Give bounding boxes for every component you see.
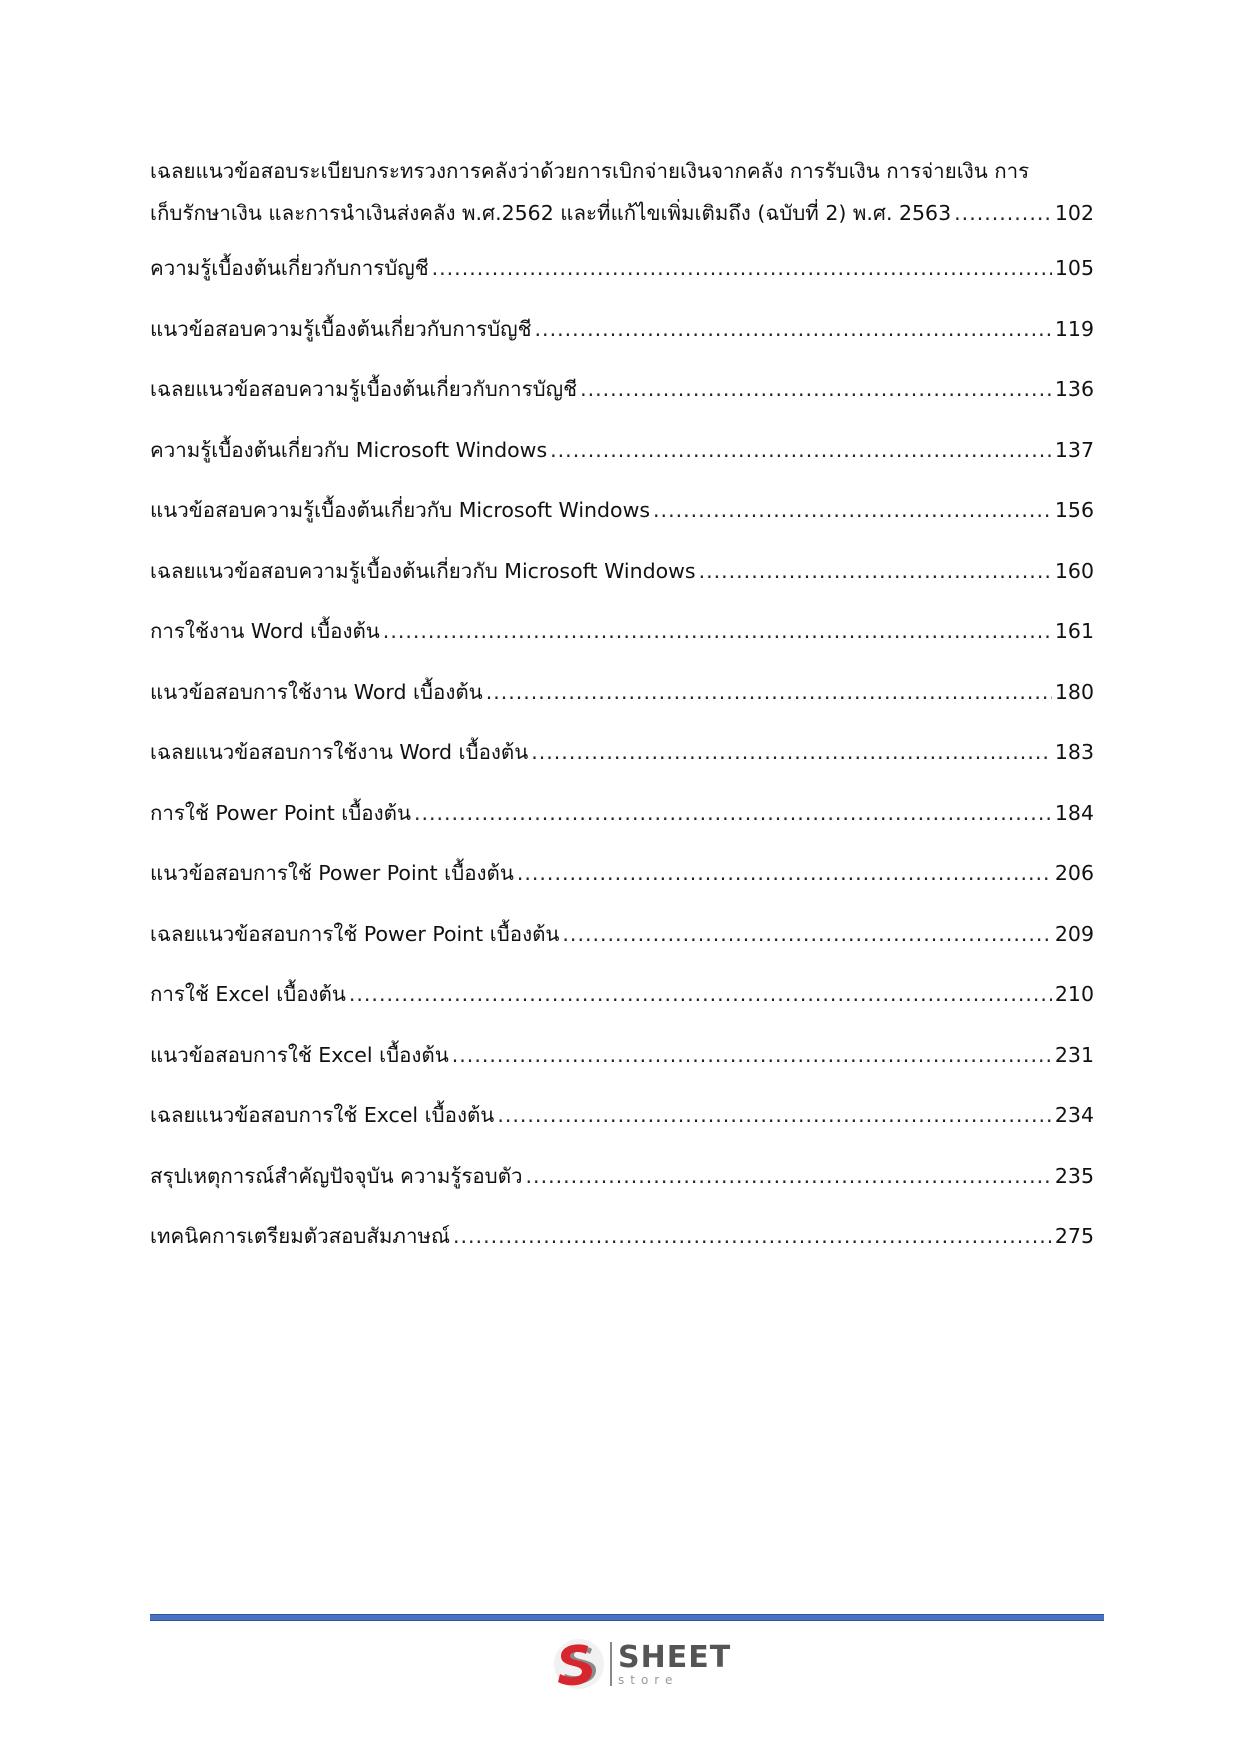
toc-entry-title: เฉลยแนวข้อสอบการใช้ Excel เบื้องต้น	[150, 1103, 495, 1127]
toc-page-number: 275	[1054, 1224, 1094, 1248]
toc-entry-title: แนวข้อสอบการใช้ Excel เบื้องต้น	[150, 1042, 449, 1067]
toc-entry-title: ความรู้เบื้องต้นเกี่ยวกับการบัญชี	[150, 256, 429, 280]
toc-leader-dots	[452, 1034, 1052, 1076]
sheet-store-s-icon	[552, 1637, 606, 1691]
toc-entry	[150, 550, 1094, 592]
toc-page-number: 209	[1054, 921, 1094, 946]
logo-divider	[610, 1642, 612, 1686]
toc-leader-dots	[383, 610, 1052, 652]
toc-entry	[150, 731, 1094, 773]
toc-leader-dots	[653, 489, 1052, 531]
toc-page-number: 234	[1054, 1103, 1094, 1127]
toc-page-number: 119	[1054, 316, 1094, 341]
toc-page-number: 235	[1054, 1163, 1094, 1188]
toc-leader-dots	[453, 1215, 1052, 1257]
toc-entry-title: การใช้ Excel เบื้องต้น	[150, 982, 346, 1006]
toc-entry	[150, 671, 1094, 713]
toc-entry-title-line1: เฉลยแนวข้อสอบระเบียบกระทรวงการคลังว่าด้วยการเบิกจ่ายเงินจากคลัง การรับเงิน การจ่ายเงิน การ	[150, 159, 1030, 183]
toc-entry	[150, 1215, 1094, 1257]
toc-entry	[150, 1094, 1094, 1136]
toc-entry-title: เฉลยแนวข้อสอบการใช้งาน Word เบื้องต้น	[150, 740, 529, 764]
toc-entry-title: เฉลยแนวข้อสอบการใช้ Power Point เบื้องต้น	[150, 921, 560, 946]
toc-entry	[150, 973, 1094, 1015]
logo-subtitle: store	[618, 1672, 679, 1687]
toc-entry	[150, 489, 1094, 531]
toc-entry-title: ความรู้เบื้องต้นเกี่ยวกับ Microsoft Windows	[150, 437, 548, 462]
toc-entry-title: แนวข้อสอบการใช้งาน Word เบื้องต้น	[150, 679, 483, 704]
toc-entry	[150, 852, 1094, 894]
toc-page-number: 184	[1054, 800, 1094, 825]
toc-entry-title: เทคนิคการเตรียมตัวสอบสัมภาษณ์	[150, 1224, 450, 1248]
toc-leader-dots	[432, 247, 1052, 289]
toc-leader-dots	[526, 1155, 1052, 1197]
toc-entry	[150, 1034, 1094, 1076]
toc-entry-title: เฉลยแนวข้อสอบความรู้เบื้องต้นเกี่ยวกับ Microsoft Windows	[150, 558, 696, 583]
toc-entry	[150, 429, 1094, 471]
toc-page-number: 206	[1054, 861, 1094, 885]
toc-entry-title: แนวข้อสอบความรู้เบื้องต้นเกี่ยวกับการบัญชี	[150, 316, 532, 341]
toc-page-number: 231	[1054, 1042, 1094, 1067]
toc-page-number: 180	[1054, 679, 1094, 704]
toc-leader-dots	[349, 973, 1052, 1015]
toc-entry	[150, 308, 1094, 350]
toc-entry	[150, 792, 1094, 834]
toc-entry	[150, 247, 1094, 289]
toc-page-number: 136	[1054, 377, 1094, 401]
toc-page-number: 102	[1054, 201, 1094, 225]
logo-text	[618, 1639, 732, 1687]
toc-leader-dots	[550, 429, 1052, 471]
toc-page-number: 210	[1054, 982, 1094, 1006]
logo-word: SHEET	[618, 1639, 732, 1675]
toc-entry-title: แนวข้อสอบการใช้ Power Point เบื้องต้น	[150, 861, 514, 885]
toc-leader-dots	[497, 1094, 1052, 1136]
toc-leader-dots	[954, 192, 1052, 234]
toc-page-number: 161	[1054, 619, 1094, 643]
toc-leader-dots	[531, 731, 1052, 773]
toc-leader-dots	[580, 368, 1052, 410]
toc-leader-dots	[517, 852, 1052, 894]
toc-entry	[150, 610, 1094, 652]
table-of-contents	[150, 150, 1094, 1276]
toc-leader-dots	[486, 671, 1052, 713]
sheet-store-logo	[552, 1636, 731, 1692]
toc-leader-dots	[535, 308, 1052, 350]
toc-entry	[150, 913, 1094, 955]
footer-divider-bar	[150, 1614, 1104, 1621]
toc-leader-dots	[562, 913, 1051, 955]
toc-entry	[150, 368, 1094, 410]
toc-entry-title: แนวข้อสอบความรู้เบื้องต้นเกี่ยวกับ Microsoft Windows	[150, 498, 651, 522]
toc-entry-first	[150, 150, 1094, 234]
toc-entry-title-line2: เก็บรักษาเงิน และการนำเงินส่งคลัง พ.ศ.2562 และที่แก้ไขเพิ่มเติมถึง (ฉบับที่ 2) พ.ศ. 2563	[150, 201, 952, 225]
toc-page-number: 160	[1054, 558, 1094, 583]
toc-page-number: 137	[1054, 437, 1094, 462]
toc-entry-line2	[150, 192, 1094, 234]
toc-page-number: 105	[1054, 256, 1094, 280]
toc-entry-title: การใช้งาน Word เบื้องต้น	[150, 619, 380, 643]
toc-leader-dots	[699, 550, 1052, 592]
toc-entry-title: เฉลยแนวข้อสอบความรู้เบื้องต้นเกี่ยวกับการบัญชี	[150, 377, 578, 401]
toc-page-number: 183	[1054, 740, 1094, 764]
toc-entry-title: สรุปเหตุการณ์สำคัญปัจจุบัน ความรู้รอบตัว	[150, 1163, 523, 1188]
toc-page-number: 156	[1054, 498, 1094, 522]
toc-leader-dots	[414, 792, 1052, 834]
toc-entry	[150, 1155, 1094, 1197]
toc-entry-title: การใช้ Power Point เบื้องต้น	[150, 800, 411, 825]
